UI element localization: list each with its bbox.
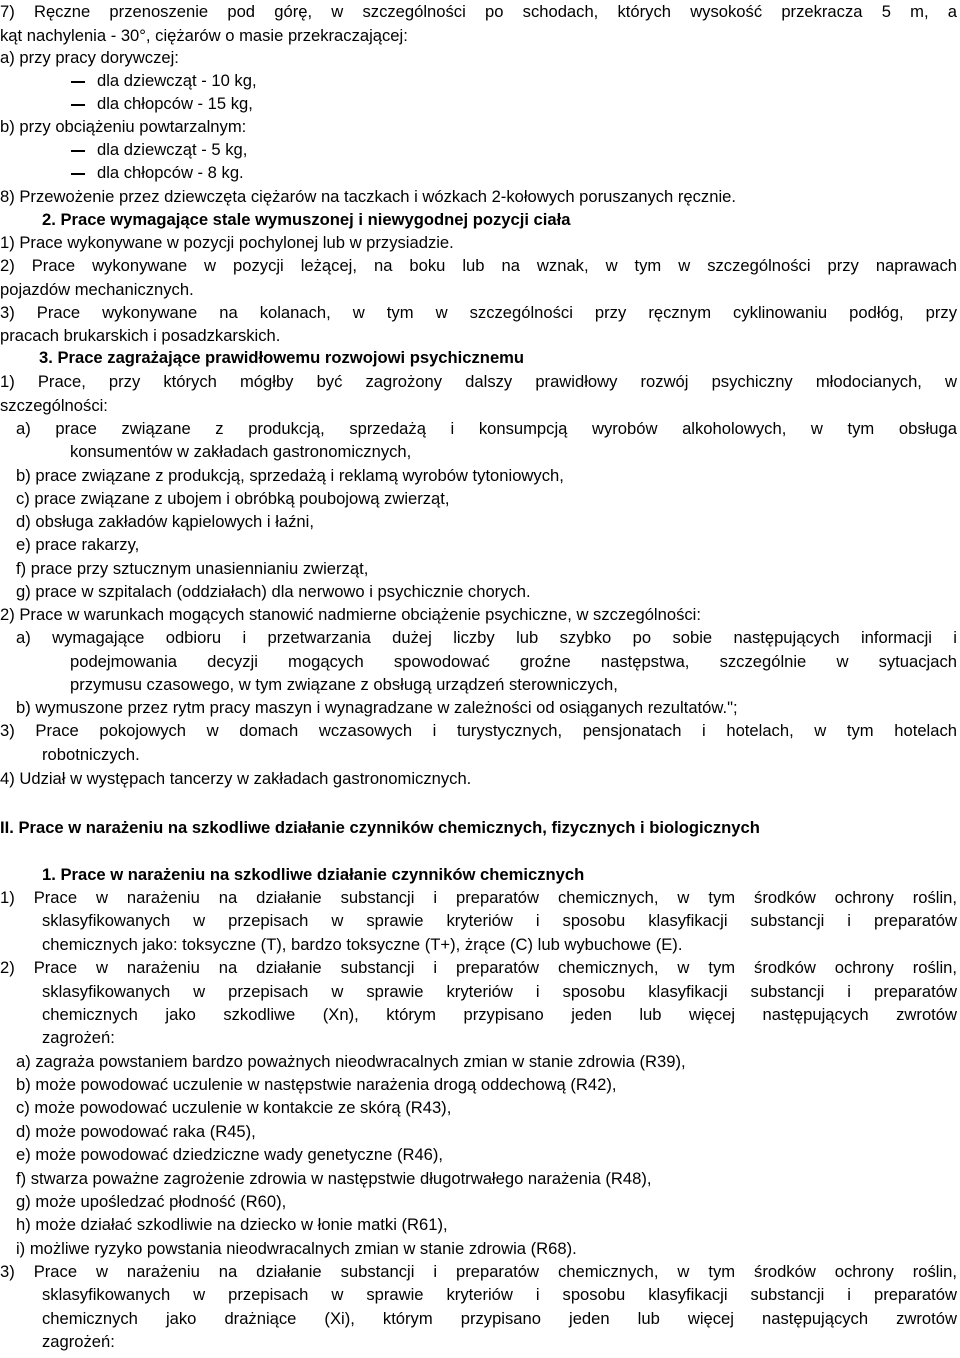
line-text: c) może powodować uczulenie w kontakcie ze skórą (R43), xyxy=(16,1098,452,1117)
line-text: 2. Prace wymagające stale wymuszonej i niewygodnej pozycji ciała xyxy=(42,210,571,229)
section-heading xyxy=(0,820,957,837)
line-text: 7) Ręczne przenoszenie pod górę, w szczególności po schodach, których wysokość przekracza 5 m, a xyxy=(0,2,957,21)
line-text: b) prace związane z produkcją, sprzedażą i reklamą wyrobów tytoniowych, xyxy=(16,466,564,485)
text-line xyxy=(0,28,957,45)
line-text: dla dziewcząt - 10 kg, xyxy=(97,71,257,90)
text-line xyxy=(42,747,957,764)
line-text: chemicznych jako szkodliwe (Xn), którym przypisano jeden lub więcej następujących zwrotów xyxy=(42,1005,957,1024)
text-line xyxy=(0,258,957,275)
line-text: 2) Prace wykonywane w pozycji leżącej, na boku lub na wznak, w tym w szczególności przy naprawach xyxy=(0,256,957,275)
line-text: sklasyfikowanych w przepisach w sprawie kryteriów i sposobu klasyfikacji substancji i preparatów xyxy=(42,911,957,930)
line-text: szczególności: xyxy=(0,396,108,415)
line-text: 4) Udział w występach tancerzy w zakładach gastronomicznych. xyxy=(0,769,472,788)
line-text: pracach brukarskich i posadzkarskich. xyxy=(0,326,281,345)
line-text: II. Prace w narażeniu na szkodliwe działanie czynników chemicznych, fizycznych i biologicznych xyxy=(0,818,760,837)
text-line xyxy=(0,189,957,206)
line-text: 1) Prace wykonywane w pozycji pochylonej lub w przysiadzie. xyxy=(0,233,454,252)
text-line xyxy=(16,1241,957,1258)
text-line xyxy=(0,50,957,67)
line-text: sklasyfikowanych w przepisach w sprawie kryteriów i sposobu klasyfikacji substancji i preparatów xyxy=(42,982,957,1001)
text-line xyxy=(16,700,957,717)
text-line xyxy=(70,654,957,671)
line-text: 1) Prace, przy których mógłby być zagrożony dalszy prawidłowy rozwój psychiczny młodocianych, w xyxy=(0,372,957,391)
line-text: konsumentów w zakładach gastronomicznych, xyxy=(70,442,412,461)
line-text: b) wymuszone przez rytm pracy maszyn i wynagradzane w zależności od osiąganych rezultatów."; xyxy=(16,698,738,717)
line-text: a) prace związane z produkcją, sprzedażą i konsumpcją wyrobów alkoholowych, w tym obsługa xyxy=(16,419,957,438)
line-text: chemicznych jako: toksyczne (T), bardzo toksyczne (T+), żrące (C) lub wybuchowe (E). xyxy=(42,935,683,954)
line-text: przymusu czasowego, w tym związane z obsługą urządzeń sterowniczych, xyxy=(70,675,618,694)
line-text: b) może powodować uczulenie w następstwie narażenia drogą oddechową (R42), xyxy=(16,1075,617,1094)
text-line xyxy=(16,584,957,601)
line-text: b) przy obciążeniu powtarzalnym: xyxy=(0,117,247,136)
line-text: d) obsługa zakładów kąpielowych i łaźni, xyxy=(16,512,314,531)
line-text: sklasyfikowanych w przepisach w sprawie kryteriów i sposobu klasyfikacji substancji i preparatów xyxy=(42,1285,957,1304)
line-text: e) prace rakarzy, xyxy=(16,535,140,554)
text-line xyxy=(0,328,957,345)
line-text: f) prace przy sztucznym unasiennianiu zwierząt, xyxy=(16,559,369,578)
text-line xyxy=(16,491,957,508)
text-line xyxy=(16,1124,957,1141)
text-line xyxy=(70,444,957,461)
text-line xyxy=(42,984,957,1001)
line-text: 3. Prace zagrażające prawidłowemu rozwojowi psychicznemu xyxy=(39,348,525,367)
text-line xyxy=(42,1334,957,1351)
text-line xyxy=(0,960,957,977)
text-line xyxy=(0,1264,957,1281)
text-line xyxy=(0,398,957,415)
line-text: a) przy pracy dorywczej: xyxy=(0,48,179,67)
text-line xyxy=(42,1311,957,1328)
text-line xyxy=(42,1030,957,1047)
text-line xyxy=(16,468,957,485)
line-text: h) może działać szkodliwie na dziecko w łonie matki (R61), xyxy=(16,1215,448,1234)
section-heading xyxy=(42,867,957,884)
line-text: c) prace związane z ubojem i obróbką poubojową zwierząt, xyxy=(16,489,450,508)
text-line xyxy=(0,723,957,740)
text-line xyxy=(16,1054,957,1071)
text-line xyxy=(71,73,957,90)
line-text: d) może powodować raka (R45), xyxy=(16,1122,256,1141)
text-line xyxy=(42,1287,957,1304)
text-line xyxy=(16,1147,957,1164)
section-heading xyxy=(42,212,957,229)
line-text: 1) Prace w narażeniu na działanie substancji i preparatów chemicznych, w tym środków ochrony roślin, xyxy=(0,888,957,907)
line-text: i) możliwe ryzyko powstania nieodwracalnych zmian w stanie zdrowia (R68). xyxy=(16,1239,577,1258)
line-text: e) może powodować dziedziczne wady genetyczne (R46), xyxy=(16,1145,444,1164)
text-line xyxy=(16,561,957,578)
line-text: dla chłopców - 8 kg. xyxy=(97,163,244,182)
text-line xyxy=(0,607,957,624)
text-line xyxy=(16,1100,957,1117)
text-line xyxy=(0,4,957,21)
line-text: 8) Przewożenie przez dziewczęta ciężarów na taczkach i wózkach 2-kołowych poruszanych ręcznie. xyxy=(0,187,736,206)
text-line xyxy=(0,890,957,907)
line-text: dla chłopców - 15 kg, xyxy=(97,94,253,113)
line-text: zagrożeń: xyxy=(42,1332,115,1351)
line-text: a) wymagające odbioru i przetwarzania dużej liczby lub szybko po sobie następujących informacji i xyxy=(16,628,957,647)
dash-bullet-icon xyxy=(71,150,85,152)
text-line xyxy=(42,1007,957,1024)
text-line xyxy=(0,119,957,136)
text-line xyxy=(16,514,957,531)
line-text: pojazdów mechanicznych. xyxy=(0,280,194,299)
text-line xyxy=(0,771,957,788)
line-text: kąt nachylenia - 30°, ciężarów o masie przekraczającej: xyxy=(0,26,408,45)
text-line xyxy=(16,1194,957,1211)
text-line xyxy=(16,1217,957,1234)
text-line xyxy=(71,96,957,113)
line-text: f) stwarza poważne zagrożenie zdrowia w następstwie długotrwałego narażenia (R48), xyxy=(16,1169,652,1188)
line-text: chemicznych jako drażniące (Xi), którym przypisano jeden lub więcej następujących zwrotów xyxy=(42,1309,957,1328)
line-text: 3) Prace w narażeniu na działanie substancji i preparatów chemicznych, w tym środków ochrony roślin, xyxy=(0,1262,957,1281)
text-line xyxy=(16,1171,957,1188)
line-text: a) zagraża powstaniem bardzo poważnych nieodwracalnych zmian w stanie zdrowia (R39), xyxy=(16,1052,686,1071)
line-text: 1. Prace w narażeniu na szkodliwe działanie czynników chemicznych xyxy=(42,865,585,884)
dash-bullet-icon xyxy=(71,81,85,83)
line-text: dla dziewcząt - 5 kg, xyxy=(97,140,248,159)
line-text: 3) Prace pokojowych w domach wczasowych i turystycznych, pensjonatach i hotelach, w tym hotelach xyxy=(0,721,957,740)
text-line xyxy=(71,142,957,159)
dash-bullet-icon xyxy=(71,173,85,175)
text-line xyxy=(42,913,957,930)
text-line xyxy=(0,282,957,299)
line-text: g) może upośledzać płodność (R60), xyxy=(16,1192,287,1211)
text-line xyxy=(0,374,957,391)
text-line xyxy=(0,235,957,252)
text-line xyxy=(16,421,957,438)
section-heading xyxy=(39,350,957,367)
line-text: 2) Prace w narażeniu na działanie substancji i preparatów chemicznych, w tym środków ochrony roślin, xyxy=(0,958,957,977)
line-text: robotniczych. xyxy=(42,745,140,764)
dash-bullet-icon xyxy=(71,104,85,106)
line-text: g) prace w szpitalach (oddziałach) dla nerwowo i psychicznie chorych. xyxy=(16,582,531,601)
text-line xyxy=(71,165,957,182)
text-line xyxy=(42,937,957,954)
text-line xyxy=(16,630,957,647)
text-line xyxy=(16,1077,957,1094)
line-text: zagrożeń: xyxy=(42,1028,115,1047)
text-line xyxy=(0,305,957,322)
line-text: 3) Prace wykonywane na kolanach, w tym w szczególności przy ręcznym cyklinowaniu podłóg, przy xyxy=(0,303,957,322)
text-line xyxy=(70,677,957,694)
line-text: 2) Prace w warunkach mogących stanowić nadmierne obciążenie psychiczne, w szczególności: xyxy=(0,605,701,624)
line-text: podejmowania decyzji mogących spowodować groźne następstwa, szczególnie w sytuacjach xyxy=(70,652,957,671)
text-line xyxy=(16,537,957,554)
